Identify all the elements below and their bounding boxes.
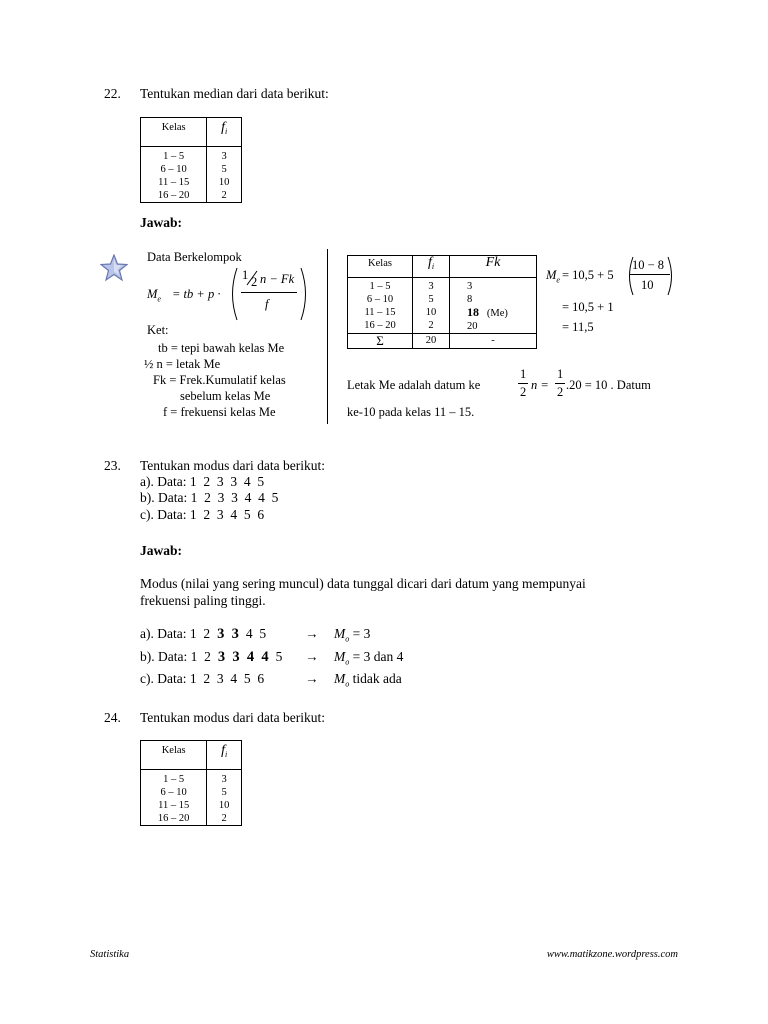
arrow-icon: → <box>305 649 319 664</box>
mode-result-a: $M_o = 3$ <box>334 626 371 644</box>
col-kelas: Kelas <box>348 256 413 278</box>
q22-fk-table <box>347 255 537 349</box>
cell: 2 <box>221 190 227 201</box>
q24-table <box>140 740 242 826</box>
q23-item: c). Data: 1 2 3 4 5 6 <box>140 507 265 522</box>
mode-result-c: $M_o$ tidak ada <box>334 671 402 689</box>
q22-table <box>140 117 242 203</box>
cell: 10 <box>218 177 230 188</box>
ket-line: f = frekuensi kelas Me <box>163 405 276 419</box>
ket-line: tb = tepi bawah kelas Me <box>158 341 285 355</box>
table-row: 1 – 5 6 – 10 11 – 15 16 – 20 3 5 10 2 <box>141 770 242 826</box>
cell: 6 – 10 <box>160 164 187 175</box>
divider <box>327 249 328 424</box>
cell: 11 – 15 <box>158 177 190 188</box>
q22-jawab: Jawab: <box>140 215 183 230</box>
method-title: Data Berkelompok <box>147 250 242 264</box>
q23-explanation: frekuensi paling tinggi. <box>140 593 266 608</box>
q24-number: 24. <box>104 710 121 725</box>
ket-line: sebelum kelas Me <box>180 389 271 403</box>
star-icon <box>100 254 128 282</box>
col-fk: Fk <box>450 256 537 278</box>
q23-answer-a: a). Data: 1 2 3 3 4 5 <box>140 626 267 642</box>
ket-line: ½ n = letak Me <box>144 357 221 371</box>
median-calc: $M_e$ = 10,5 + 5 10 − 8 10 = 10,5 + 1 = 11,5 <box>546 256 686 346</box>
q23-item: b). Data: 1 2 3 3 4 4 5 <box>140 490 279 505</box>
letak-line2: ke-10 pada kelas 11 – 15. <box>347 405 475 419</box>
q23-explanation: Modus (nilai yang sering muncul) data tunggal dicari dari datum yang mempunyai <box>140 576 586 591</box>
q23-prompt: Tentukan modus dari data berikut: <box>140 458 326 473</box>
arrow-icon: → <box>305 626 319 641</box>
q23-jawab: Jawab: <box>140 543 183 558</box>
letak-me: Letak Me adalah datum ke 1 2 n = 1 2 .20 = 10 . Datum <box>347 367 651 399</box>
table-row <box>141 147 242 203</box>
table-row-sum: Σ 20 - <box>348 334 537 349</box>
median-formula: $M_e$ = tb + p · 1 2 n − Fk f <box>147 265 317 323</box>
col-kelas: Kelas <box>141 118 207 147</box>
ket-title: Ket: <box>147 323 169 337</box>
cell: 16 – 20 <box>157 190 190 201</box>
footer-right: www.matikzone.wordpress.com <box>546 949 678 960</box>
col-f: $f_i$ <box>207 741 242 770</box>
ket-line: Fk = Frek.Kumulatif kelas <box>153 373 286 387</box>
cell: 1 – 5 <box>163 151 185 162</box>
col-f: $f_i$ <box>207 118 242 147</box>
arrow-icon: → <box>305 671 319 686</box>
q23-answer-c: c). Data: 1 2 3 4 5 6 <box>140 671 265 686</box>
col-f: $f_i$ <box>413 256 450 278</box>
q22-number: 22. <box>104 86 121 101</box>
footer-left: Statistika <box>90 949 130 960</box>
q22-prompt: Tentukan median dari data berikut: <box>140 86 329 101</box>
q23-item: a). Data: 1 2 3 3 4 5 <box>140 474 265 489</box>
q24-prompt: Tentukan modus dari data berikut: <box>140 710 326 725</box>
mode-result-b: $M_o = 3$ dan 4 <box>334 649 404 667</box>
col-kelas: Kelas <box>141 741 207 770</box>
q23-answer-b: b). Data: 1 2 3 3 4 4 5 <box>140 649 283 665</box>
table-row: 1 – 5 6 – 10 11 – 15 16 – 20 3 5 10 2 3 8 18 (Me) 20 <box>348 278 537 334</box>
cell: 5 <box>221 164 227 175</box>
cell: 3 <box>221 151 227 162</box>
q23-number: 23. <box>104 458 121 473</box>
